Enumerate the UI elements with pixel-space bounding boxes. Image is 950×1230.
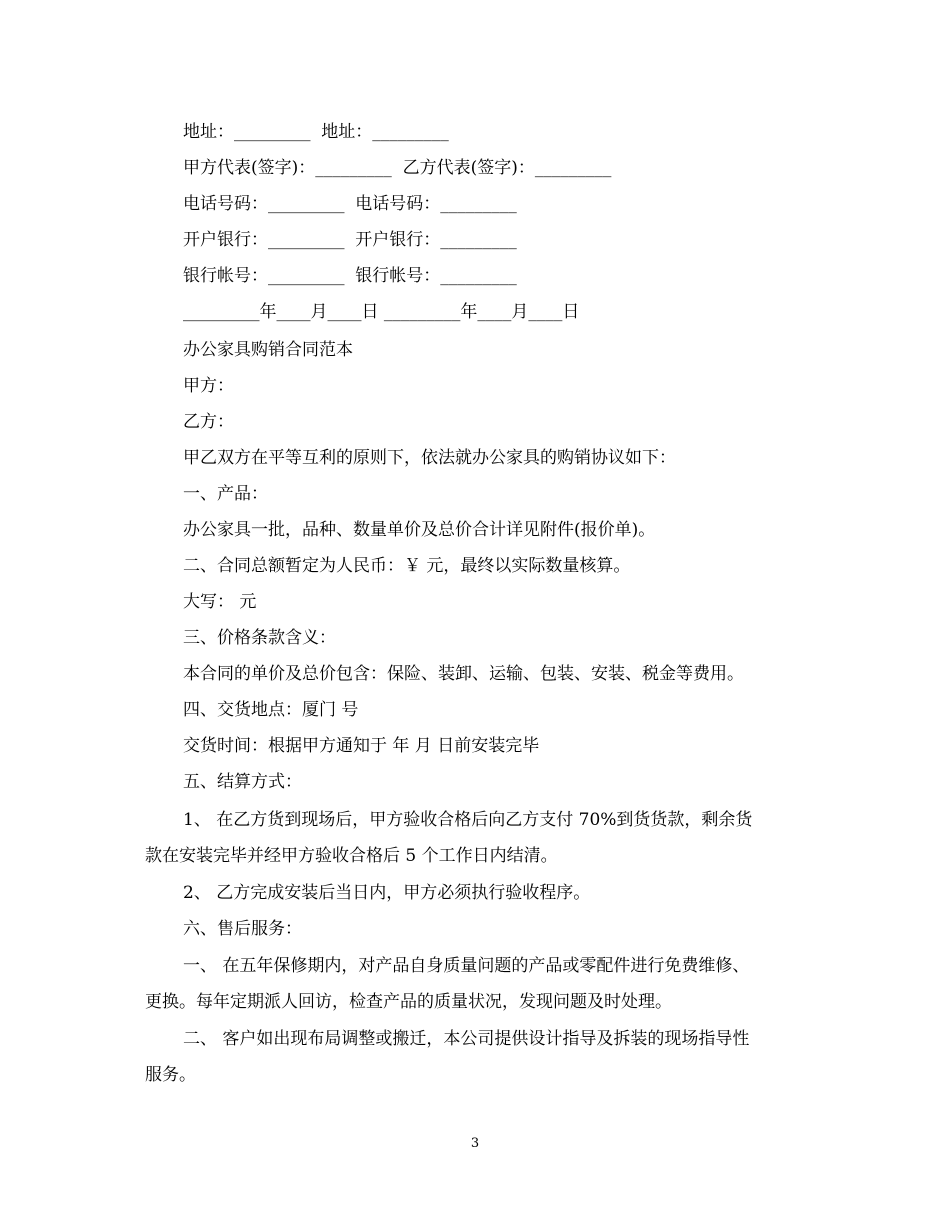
- section-6-heading: 六、售后服务：: [183, 919, 302, 939]
- representative-line: 甲方代表(签字)：_________ 乙方代表(签字)：_________: [183, 158, 612, 178]
- section-3-body: 本合同的单价及总价包含：保险、装卸、运输、包装、安装、税金等费用。: [183, 664, 744, 684]
- section-2-heading: 二、合同总额暂定为人民币：￥ 元，最终以实际数量核算。: [183, 556, 631, 576]
- section-5-heading: 五、结算方式：: [183, 772, 302, 792]
- section-1-body: 办公家具一批，品种、数量单价及总价合计详见附件(报价单)。: [183, 520, 656, 540]
- section-5-item-1-line-1: 1、 在乙方货到现场后，甲方验收合格后向乙方支付 70%到货货款，剩余货: [183, 810, 753, 830]
- party-a-label: 甲方：: [183, 376, 234, 396]
- party-b-label: 乙方：: [183, 412, 234, 432]
- address-line: 地址：_________ 地址：_________: [183, 122, 449, 142]
- section-6-item-1-line-1: 一、 在五年保修期内，对产品自身质量问题的产品或零配件进行免费维修、: [183, 956, 750, 976]
- account-line: 银行帐号：_________ 银行帐号：_________: [183, 266, 517, 286]
- phone-line: 电话号码：_________ 电话号码：_________: [183, 194, 517, 214]
- section-4-heading: 四、交货地点：厦门 号: [183, 700, 359, 720]
- section-5-item-2: 2、 乙方完成安装后当日内，甲方必须执行验收程序。: [183, 883, 591, 903]
- section-6-item-2-line-2: 服务。: [145, 1065, 196, 1085]
- page-number: 3: [470, 1136, 480, 1151]
- section-2-capital: 大写： 元: [183, 592, 257, 612]
- section-6-item-2-line-1: 二、 客户如出现布局调整或搬迁，本公司提供设计指导及拆装的现场指导性: [183, 1029, 750, 1049]
- date-line: _________年____月____日 _________年____月____日: [183, 302, 580, 322]
- contract-title: 办公家具购销合同范本: [183, 340, 353, 360]
- section-6-item-1-line-2: 更换。每年定期派人回访，检查产品的质量状况，发现问题及时处理。: [145, 992, 672, 1012]
- bank-line: 开户银行：_________ 开户银行：_________: [183, 230, 517, 250]
- section-3-heading: 三、价格条款含义：: [183, 628, 336, 648]
- section-1-heading: 一、产品：: [183, 484, 268, 504]
- contract-intro: 甲乙双方在平等互利的原则下，依法就办公家具的购销协议如下：: [183, 448, 676, 468]
- section-5-item-1-line-2: 款在安装完毕并经甲方验收合格后 5 个工作日内结清。: [145, 846, 558, 866]
- section-4-time: 交货时间：根据甲方通知于 年 月 日前安装完毕: [183, 736, 540, 756]
